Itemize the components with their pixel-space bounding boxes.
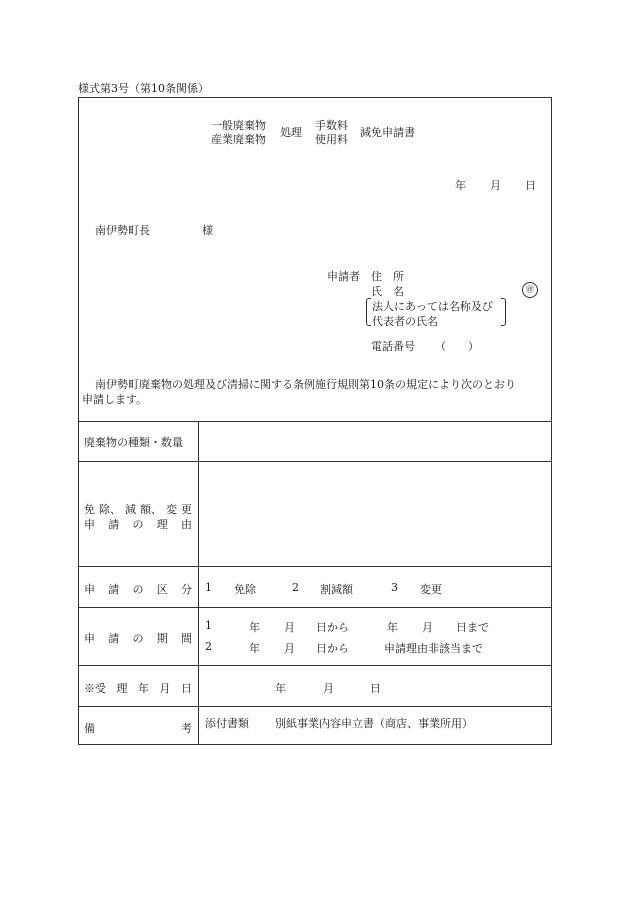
divider (79, 421, 551, 422)
addressee-name: 南伊勢町長 (95, 224, 150, 237)
period-line2-month: 月 (284, 642, 295, 655)
label-char: 由 (181, 518, 192, 531)
title-waste-general: 一般廃棄物 (211, 119, 266, 132)
reason-label-line1 (84, 501, 192, 517)
label-char: 申 (84, 632, 95, 645)
corporate-note-line1: 法人にあっては名称及び (372, 300, 493, 313)
label-char: 日 (181, 682, 192, 695)
period-line1-until: 日まで (456, 621, 489, 634)
label-char: 間 (181, 632, 192, 645)
reason-label-line2 (84, 516, 192, 532)
label-char: 免 (84, 503, 95, 516)
label-char: ※受 (84, 682, 106, 695)
label-char: 理 (116, 682, 128, 695)
category-option-2-text: 割減額 (320, 583, 353, 596)
title-usage-fee: 使用料 (315, 133, 348, 146)
form-number: 様式第3号（第10条関係） (78, 82, 209, 95)
divider (79, 665, 551, 666)
label-char: 減 (125, 503, 136, 516)
label-char: 額、 (140, 503, 162, 516)
received-date-label (84, 680, 192, 696)
period-line1-from: 日から (316, 621, 349, 634)
bracket-left (366, 298, 371, 326)
date-year: 年 (455, 179, 466, 192)
label-char: の (132, 583, 144, 596)
addressee-honorific: 様 (202, 224, 213, 237)
corporate-note-line2: 代表者の氏名 (372, 315, 438, 328)
title-fee: 手数料 (315, 119, 348, 132)
label-char: 区 (156, 583, 168, 596)
statement-line2: 申請します。 (82, 393, 148, 406)
seal-icon: ㊞ (522, 282, 538, 298)
date-day: 日 (525, 179, 536, 192)
period-line1-num: 1 (205, 619, 212, 632)
phone-label: 電話番号 (371, 340, 415, 353)
period-line2-until: 申請理由非該当まで (384, 642, 483, 655)
period-line1-year: 年 (249, 621, 260, 634)
phone-parens: （ ） (435, 340, 479, 353)
received-month: 月 (323, 682, 334, 695)
title-process: 処理 (280, 126, 302, 139)
label-char: 変 (166, 503, 177, 516)
divider (79, 461, 551, 462)
applicant-name-label: 氏 名 (371, 285, 404, 298)
category-option-3-num: 3 (391, 581, 398, 594)
divider (79, 566, 551, 567)
applicant-label: 申請者 (327, 270, 360, 283)
period-line1-month: 月 (284, 621, 295, 634)
label-char: 考 (181, 722, 192, 735)
received-day: 日 (370, 682, 381, 695)
label-char: 請 (108, 632, 120, 645)
category-option-1-text: 免除 (234, 583, 256, 596)
label-char: 理 (156, 518, 168, 531)
remarks-label (84, 720, 192, 736)
category-label (84, 581, 192, 597)
column-divider (198, 421, 199, 745)
label-char: 申 (84, 518, 95, 531)
label-char: 申 (84, 583, 95, 596)
category-option-3-text: 変更 (420, 583, 442, 596)
divider (79, 607, 551, 608)
label-char: 期 (156, 632, 168, 645)
period-line2-year: 年 (249, 642, 260, 655)
date-month: 月 (490, 179, 501, 192)
label-char: 備 (84, 722, 95, 735)
category-option-1-num: 1 (205, 581, 212, 594)
divider (79, 706, 551, 707)
title-suffix: 減免申請書 (360, 126, 415, 139)
category-option-2-num: 2 (292, 581, 299, 594)
waste-type-label: 廃棄物の種類・数量 (84, 436, 183, 449)
attachment-detail: 別紙事業内容申立書（商店、事業所用） (275, 717, 473, 730)
period-line2-num: 2 (205, 640, 212, 653)
attachment-label: 添付書類 (205, 717, 249, 730)
label-char: 年 (138, 682, 149, 695)
title-waste-industrial: 産業廃棄物 (211, 133, 266, 146)
bracket-right (501, 298, 506, 326)
applicant-address-label: 住 所 (371, 270, 404, 283)
period-line1-month2: 月 (422, 621, 433, 634)
label-char: 請 (108, 518, 120, 531)
label-char: 除、 (99, 503, 121, 516)
period-line2-from: 日から (316, 642, 349, 655)
period-line1-year2: 年 (387, 621, 398, 634)
label-char: の (132, 518, 144, 531)
label-char: の (132, 632, 144, 645)
received-year: 年 (275, 682, 286, 695)
statement-line1: 南伊勢町廃棄物の処理及び清掃に関する条例施行規則第10条の規定により次のとおり (95, 378, 516, 391)
label-char: 分 (181, 583, 192, 596)
label-char: 請 (108, 583, 120, 596)
label-char: 月 (159, 682, 171, 695)
period-label (84, 630, 192, 646)
label-char: 更 (181, 503, 192, 516)
